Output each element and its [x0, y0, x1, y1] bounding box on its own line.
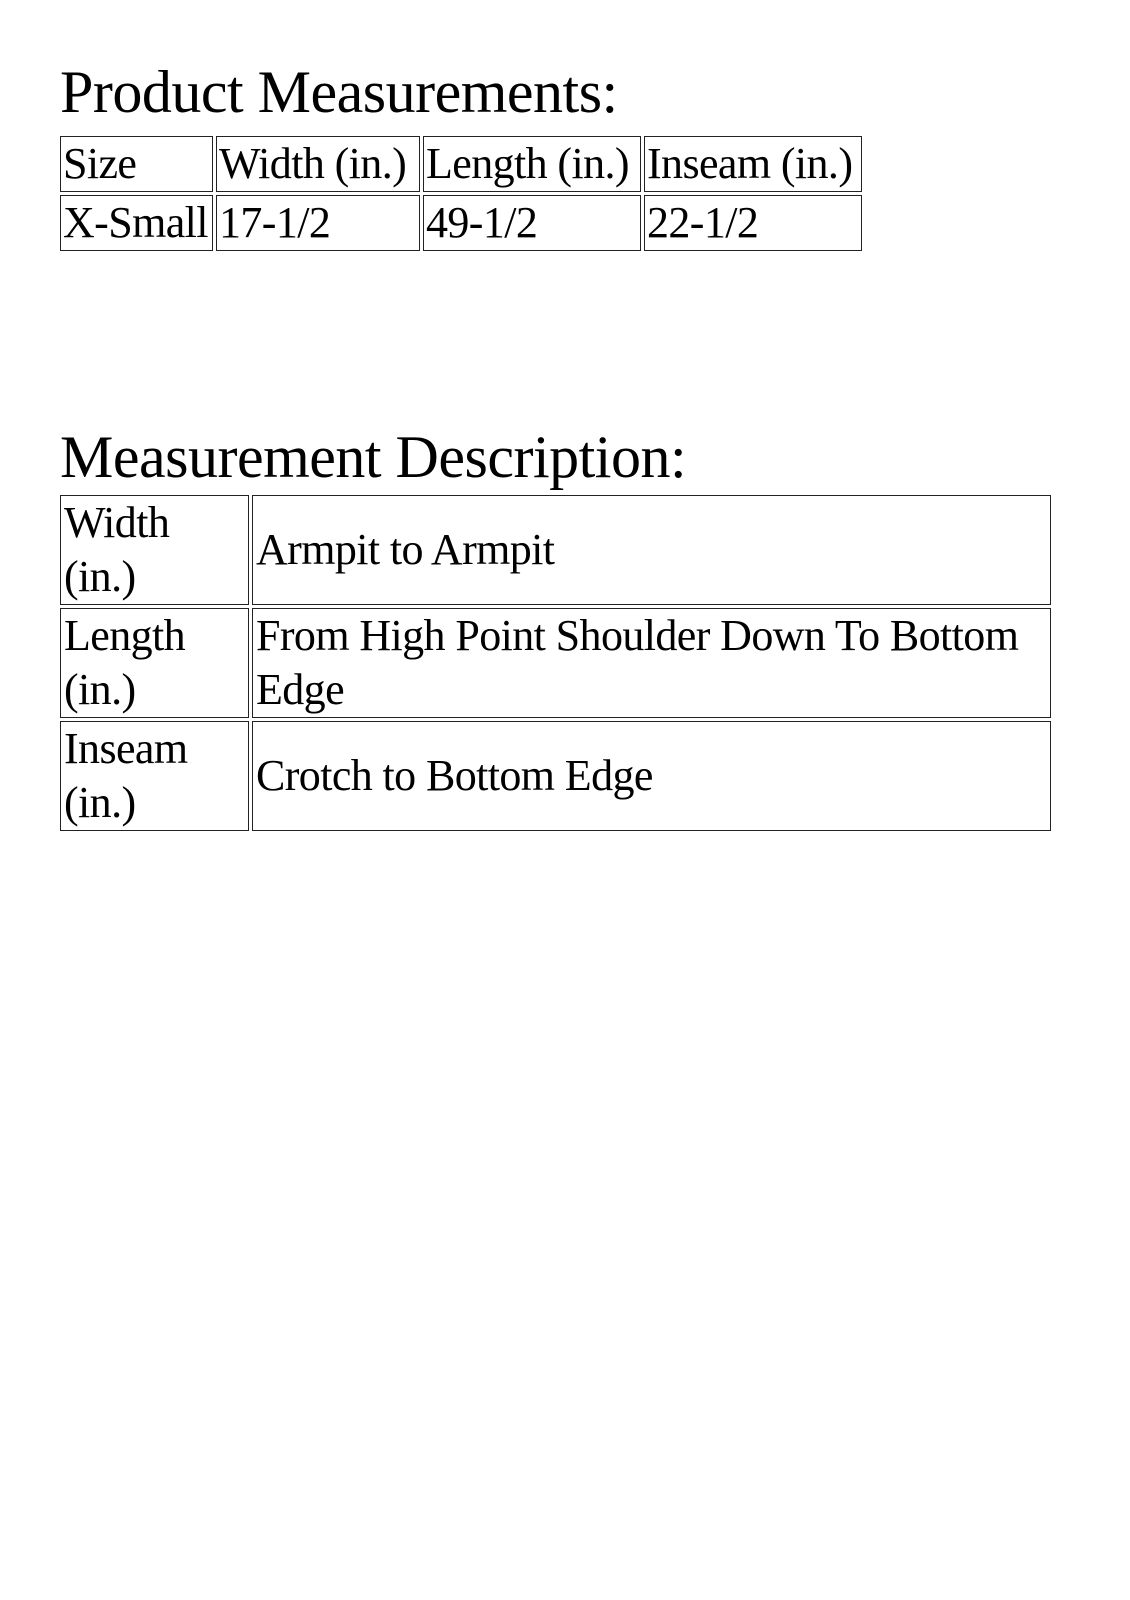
header-length: Length (in.)	[423, 136, 641, 192]
description-label: Inseam (in.)	[60, 721, 249, 831]
description-label: Length (in.)	[60, 608, 249, 718]
cell-length: 49-1/2	[423, 195, 641, 251]
description-row-length	[60, 608, 1051, 718]
table-header-row	[60, 136, 862, 192]
description-text: Armpit to Armpit	[252, 495, 1051, 605]
description-text: Crotch to Bottom Edge	[252, 721, 1051, 831]
measurement-description-table	[57, 492, 1054, 834]
cell-size: X-Small	[60, 195, 213, 251]
header-width: Width (in.)	[216, 136, 420, 192]
description-label: Width (in.)	[60, 495, 249, 605]
description-row-inseam	[60, 721, 1051, 831]
cell-width: 17-1/2	[216, 195, 420, 251]
table-row	[60, 195, 862, 251]
product-measurements-table	[57, 133, 865, 254]
description-text: From High Point Shoulder Down To Bottom Edge	[252, 608, 1051, 718]
description-row-width	[60, 495, 1051, 605]
cell-inseam: 22-1/2	[644, 195, 862, 251]
measurement-description-heading: Measurement Description:	[60, 424, 687, 490]
header-size: Size	[60, 136, 213, 192]
header-inseam: Inseam (in.)	[644, 136, 862, 192]
product-measurements-heading: Product Measurements:	[60, 59, 618, 125]
